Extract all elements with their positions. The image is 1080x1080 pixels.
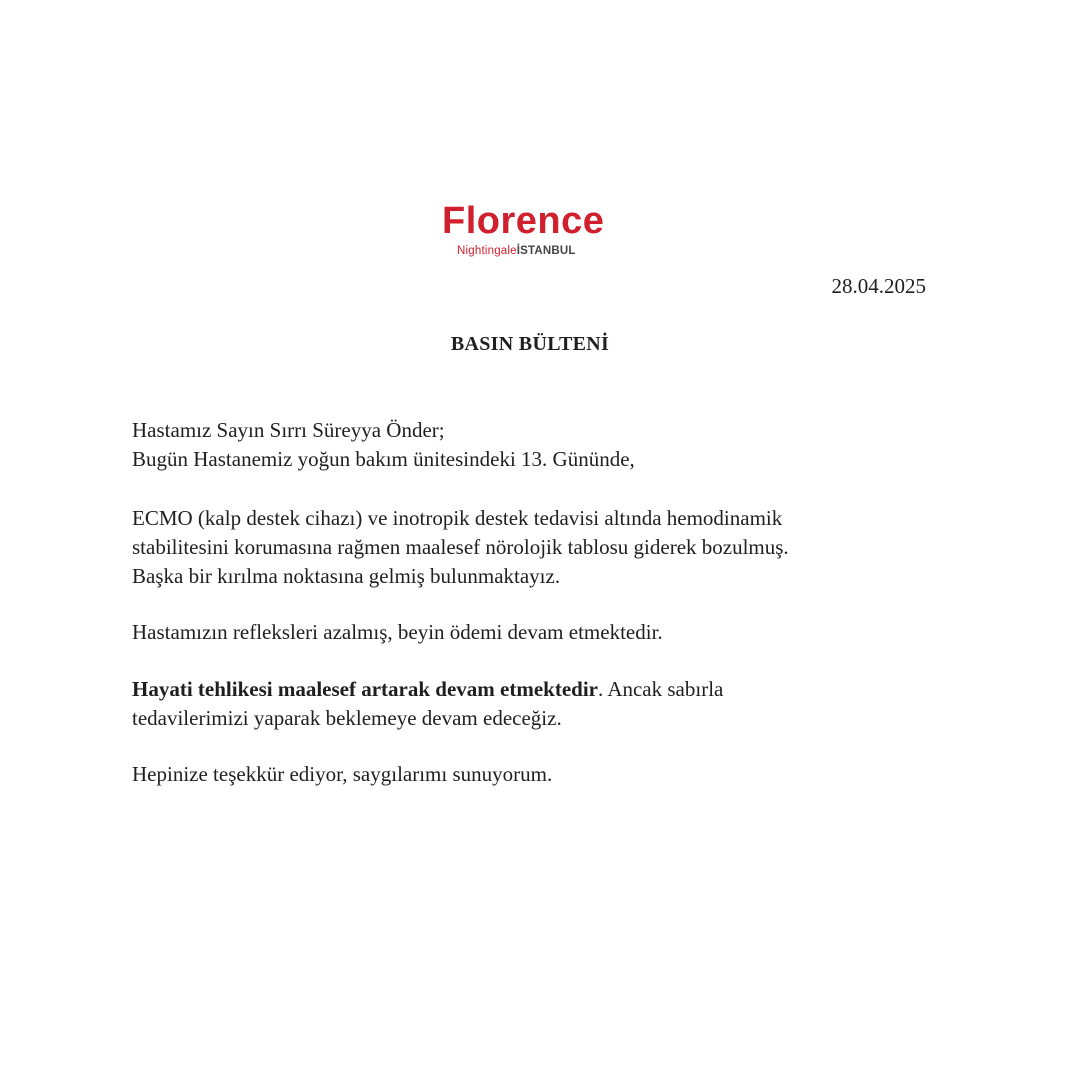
- document-title: BASIN BÜLTENİ: [450, 333, 610, 355]
- paragraph-2: [132, 504, 952, 591]
- paragraph-line: Hastamız Sayın Sırrı Süreyya Önder;: [132, 418, 445, 442]
- logo-sub-istanbul: İSTANBUL: [516, 245, 576, 257]
- paragraph-line: ECMO (kalp destek cihazı) ve inotropik destek tedavisi altında hemodinamik: [132, 506, 783, 530]
- paragraph-1: [132, 416, 952, 474]
- hospital-logo: [442, 196, 622, 266]
- paragraph-line: [132, 675, 952, 704]
- logo-brand-text: Florence: [442, 200, 605, 242]
- paragraph-line: Hepinize teşekkür ediyor, saygılarımı sunuyorum.: [132, 762, 553, 786]
- paragraph-line: tedavilerimizi yaparak beklemeye devam edeceğiz.: [132, 706, 562, 730]
- paragraph-line: stabilitesini korumasına rağmen maalesef nörolojik tablosu giderek bozulmuş.: [132, 535, 789, 559]
- paragraph-line: Hastamızın refleksleri azalmış, beyin ödemi devam etmektedir.: [132, 620, 663, 644]
- paragraph-line: Bugün Hastanemiz yoğun bakım ünitesindeki 13. Gününde,: [132, 447, 635, 471]
- paragraph-line: Başka bir kırılma noktasına gelmiş bulunmaktayız.: [132, 564, 561, 588]
- paragraph-4: [132, 675, 952, 733]
- logo-sub-nightingale: Nightingale: [457, 245, 517, 257]
- document-date: 28.04.2025: [831, 274, 926, 298]
- logo-subtitle: [457, 244, 576, 258]
- emphasis-text: Hayati tehlikesi maalesef artarak devam etmektedir: [132, 677, 598, 701]
- paragraph-5: [132, 760, 952, 789]
- paragraph-3: [132, 618, 952, 647]
- paragraph-text: . Ancak sabırla: [597, 677, 724, 701]
